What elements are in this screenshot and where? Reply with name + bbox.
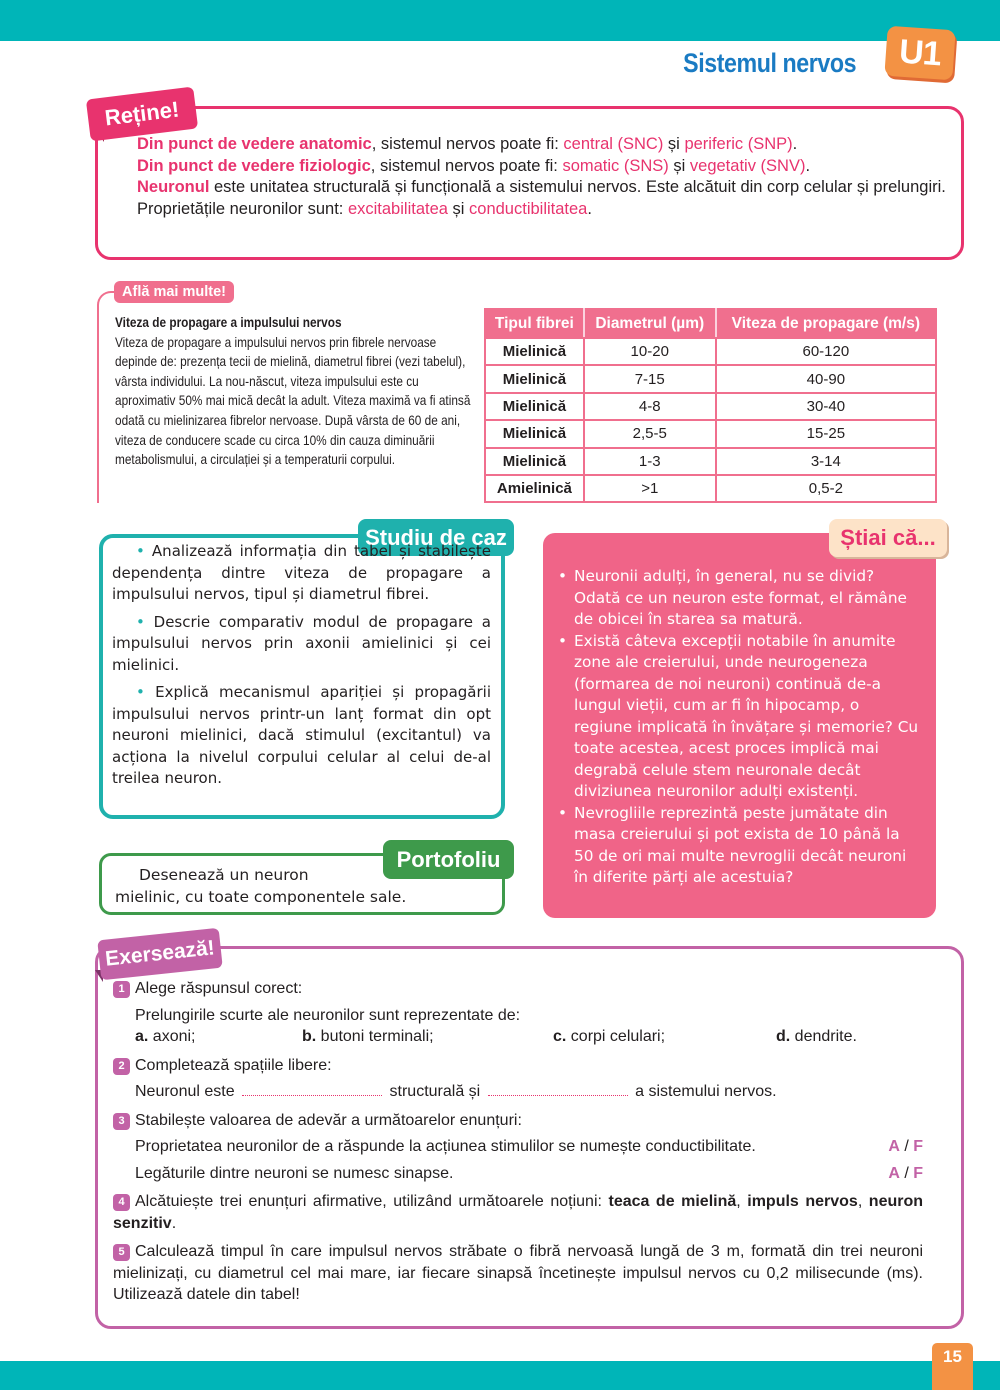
true-false-row	[113, 1136, 923, 1158]
text: .	[587, 199, 592, 218]
portofoliu-line: Desenează un neuron	[139, 866, 309, 884]
exercise-3	[113, 1110, 923, 1185]
option-letter: d.	[776, 1028, 791, 1045]
exerseaza-tag: Exersează!	[97, 928, 223, 981]
retine-key-term: Din punct de vedere fiziologic	[137, 156, 371, 175]
retine-key-term: Din punct de vedere anatomic	[137, 135, 372, 153]
exercise-number-badge: 4	[113, 1194, 130, 1211]
separator: /	[899, 1138, 914, 1155]
notion-term: neuron senzitiv	[113, 1193, 924, 1232]
text: , sistemul nervos poate fi:	[371, 135, 564, 153]
option-letter: c.	[553, 1028, 567, 1045]
true-option[interactable]: A	[888, 1138, 900, 1155]
retine-paragraph-proprietati	[113, 199, 951, 221]
table-row	[485, 420, 936, 447]
diameter-cell: 10-20	[584, 338, 716, 365]
column-header: Tipul fibrei	[485, 309, 584, 338]
afla-title: Viteza de propagare a impulsului nervos	[115, 315, 342, 330]
notion-term: impuls nervos	[747, 1193, 858, 1210]
column-header: Viteza de propagare (m/s)	[716, 309, 936, 338]
bottom-color-band	[0, 1361, 1000, 1390]
task-text: Descrie comparativ modul de propagare a impulsului nervos prin axonii amielinici și cei mielinici.	[112, 612, 491, 674]
option-text: dendrite.	[790, 1028, 857, 1045]
false-option[interactable]: F	[913, 1164, 923, 1182]
task-text: Explică mecanismul apariției și propagării impulsului nervos printr-un lanț format din opt neuroni mielinici, dacă stimulul (excitantul) va acționa la nivelul corpului celular al celui de-al treilea neuron.	[112, 683, 491, 787]
diameter-cell: >1	[584, 475, 716, 502]
option-text: butoni terminali;	[316, 1028, 434, 1045]
true-false-choice[interactable]	[888, 1136, 923, 1158]
blank-field-2[interactable]	[488, 1086, 628, 1096]
text: Proprietățile neuronilor sunt:	[137, 199, 348, 218]
option-d[interactable]	[776, 1026, 857, 1048]
portofoliu-tag: Portofoliu	[383, 840, 514, 879]
retine-paragraph-anatomic	[113, 134, 951, 156]
diameter-cell: 2,5-5	[584, 420, 716, 447]
statement-text: Proprietatea neuronilor de a răspunde la acțiunea stimulilor se numește conductibilitate.	[135, 1138, 756, 1155]
exercise-number-badge: 1	[113, 981, 130, 998]
column-header: Diametrul (µm)	[584, 309, 716, 338]
exercise-title: Completează spațiile libere:	[135, 1056, 332, 1074]
task-item	[112, 541, 491, 606]
exercise-2	[113, 1055, 923, 1103]
bullet-icon: •	[136, 683, 145, 701]
term-periferic: periferic (SNP)	[684, 135, 793, 153]
table-header-row	[485, 309, 936, 338]
exercise-4	[113, 1191, 923, 1234]
term-conductibilitate: conductibilitatea	[469, 199, 588, 218]
option-c[interactable]	[553, 1026, 776, 1048]
diameter-cell: 7-15	[584, 365, 716, 392]
true-option[interactable]: A	[888, 1164, 900, 1182]
retine-paragraph-neuron	[113, 177, 951, 199]
option-text: axoni;	[148, 1028, 196, 1045]
stiai-ca-list	[560, 566, 920, 889]
speed-cell: 40-90	[716, 365, 936, 392]
option-text: corpi celulari;	[566, 1028, 666, 1045]
sentence-part: structurală și	[389, 1083, 481, 1100]
fiber-type-cell: Mielinică	[485, 420, 584, 447]
exercise-number-badge: 5	[113, 1244, 130, 1261]
fact-item: • Nevrogliile reprezintă peste jumătate din masa creierului și pot exista de 10 până la 50 de ori mai multe nevroglii decât neuroni în diferite părți ale acestuia?	[560, 803, 920, 889]
term-excitabilitate: excitabilitatea	[347, 199, 448, 218]
fact-item: • Neuronii adulți, în general, nu se divid? Odată ce un neuron este format, el rămâne de obicei în starea sa matură.	[560, 566, 920, 631]
speed-cell: 30-40	[716, 393, 936, 420]
option-letter: a.	[135, 1028, 149, 1045]
text: , sistemul nervos poate fi:	[370, 156, 563, 175]
text: .	[805, 156, 811, 175]
text: și	[668, 156, 690, 175]
text: și	[663, 135, 685, 153]
page-title: Sistemul nervos	[683, 48, 856, 78]
top-color-band	[0, 0, 1000, 41]
term-somatic: somatic (SNS)	[562, 156, 669, 175]
notion-term: teaca de mielină	[608, 1193, 737, 1210]
exercise-text: Alcătuiește trei enunțuri afirmative, utilizând următoarele noțiuni:	[135, 1193, 609, 1210]
fiber-type-cell: Amielinică	[485, 475, 584, 502]
false-option[interactable]: F	[913, 1138, 923, 1155]
answer-options	[113, 1026, 923, 1048]
exercise-5	[113, 1241, 923, 1306]
fiber-type-cell: Mielinică	[485, 365, 584, 392]
table-row	[485, 448, 936, 475]
exercise-1	[113, 978, 923, 1048]
retine-key-term: Neuronul	[137, 178, 210, 197]
afla-content	[115, 313, 475, 470]
text: .	[792, 135, 798, 153]
exercise-title: Stabilește valoarea de adevăr a următoarelor enunțuri:	[135, 1111, 522, 1129]
speed-cell: 15-25	[716, 420, 936, 447]
stiai-ca-tag: Știai că...	[829, 519, 947, 557]
page-number: 15	[932, 1343, 973, 1390]
fill-in-sentence	[113, 1081, 923, 1103]
task-text: Analizează informația din tabel și stabilește dependența dintre viteza de propagare a impulsului nervos, tipul și diametrul fibrei.	[112, 542, 491, 603]
sentence-part: a sistemului nervos.	[635, 1083, 777, 1100]
retine-content	[113, 134, 951, 220]
afla-tag: Află mai multe!	[114, 281, 234, 303]
option-a[interactable]	[135, 1026, 302, 1048]
table-row	[485, 393, 936, 420]
bullet-icon: •	[136, 542, 145, 560]
term-central: central (SNC)	[563, 135, 664, 153]
afla-bracket-line	[97, 291, 117, 503]
fiber-type-cell: Mielinică	[485, 448, 584, 475]
true-false-choice[interactable]	[888, 1163, 923, 1185]
blank-field-1[interactable]	[242, 1086, 382, 1096]
studiu-de-caz-content	[112, 541, 491, 796]
unit-badge: U1	[884, 26, 955, 81]
task-item	[112, 682, 491, 790]
speed-cell: 3-14	[716, 448, 936, 475]
statement-text: Legăturile dintre neuroni se numesc sinapse.	[135, 1164, 454, 1182]
diameter-cell: 1-3	[584, 448, 716, 475]
speed-cell: 60-120	[716, 338, 936, 365]
table-row	[485, 365, 936, 392]
option-b[interactable]	[302, 1026, 553, 1048]
table-row	[485, 475, 936, 502]
task-item	[112, 612, 491, 677]
separator: /	[899, 1164, 914, 1182]
text: .	[171, 1214, 177, 1232]
text: ,	[736, 1193, 748, 1210]
bullet-icon: •	[136, 612, 145, 631]
fact-item: • Există câteva excepții notabile în anumite zone ale creierului, unde neurogeneza (formarea de noi neuroni) continuă de-a lungul vieții, cum ar fi în hipocamp, o regiune implicată în învățare și memorie? Cu toate acestea, acest proces implică mai degrabă celule stem neuronale decât diviziunea neuronilor adulți existenți.	[560, 631, 920, 803]
retine-tag: Reține!	[86, 87, 198, 142]
fiber-type-cell: Mielinică	[485, 338, 584, 365]
text: ,	[857, 1193, 869, 1210]
true-false-row	[113, 1163, 923, 1185]
exerseaza-content	[113, 978, 923, 1313]
exercise-stem: Prelungirile scurte ale neuronilor sunt reprezentate de:	[135, 1006, 521, 1024]
sentence-part: Neuronul este	[135, 1083, 235, 1100]
exercise-number-badge: 3	[113, 1113, 130, 1130]
portofoliu-content	[115, 865, 415, 908]
term-vegetativ: vegetativ (SNV)	[689, 156, 806, 175]
text: și	[447, 199, 470, 218]
speed-cell: 0,5-2	[716, 475, 936, 502]
fiber-speed-table	[484, 308, 937, 503]
option-letter: b.	[302, 1028, 317, 1045]
portofoliu-line: mielinic, cu toate componentele sale.	[115, 887, 407, 906]
table-row	[485, 338, 936, 365]
studiu-de-caz-tag: Studiu de caz	[358, 519, 514, 556]
exercise-number-badge: 2	[113, 1058, 130, 1075]
exercise-title: Alege răspunsul corect:	[135, 980, 303, 997]
text: este unitatea structurală și funcțională a sistemului nervos. Este alcătuit din corp celular și prelungiri.	[209, 178, 946, 197]
diameter-cell: 4-8	[584, 393, 716, 420]
afla-body: Viteza de propagare a impulsului nervos prin fibrele nervoase depinde de: prezența tecii de mielină, diametrul fibrei (vezi tabelul), vârsta individului. La nou-născut, viteza impulsului este cu aproximativ 50% mai mică decât la adult. Viteza maximă va fi atinsă odată cu mielinizarea fibrelor nervoase. După vârsta de 60 de ani, viteza de conducere scade cu circa 10% din cauza diminuării metabolismului, a circulației și a temperaturii corpului.	[115, 334, 471, 468]
exercise-text: Calculează timpul în care impulsul nervos străbate o fibră nervoasă lungă de 3 m, formată din trei neuroni mielinizați, cu diametrul cel mai mare, iar fiecare sinapsă încetinește impulsul nervos cu 0,2 milisecunde (ms). Utilizează datele din tabel!	[113, 1243, 923, 1303]
retine-paragraph-fiziologic	[113, 156, 951, 178]
fiber-type-cell: Mielinică	[485, 393, 584, 420]
